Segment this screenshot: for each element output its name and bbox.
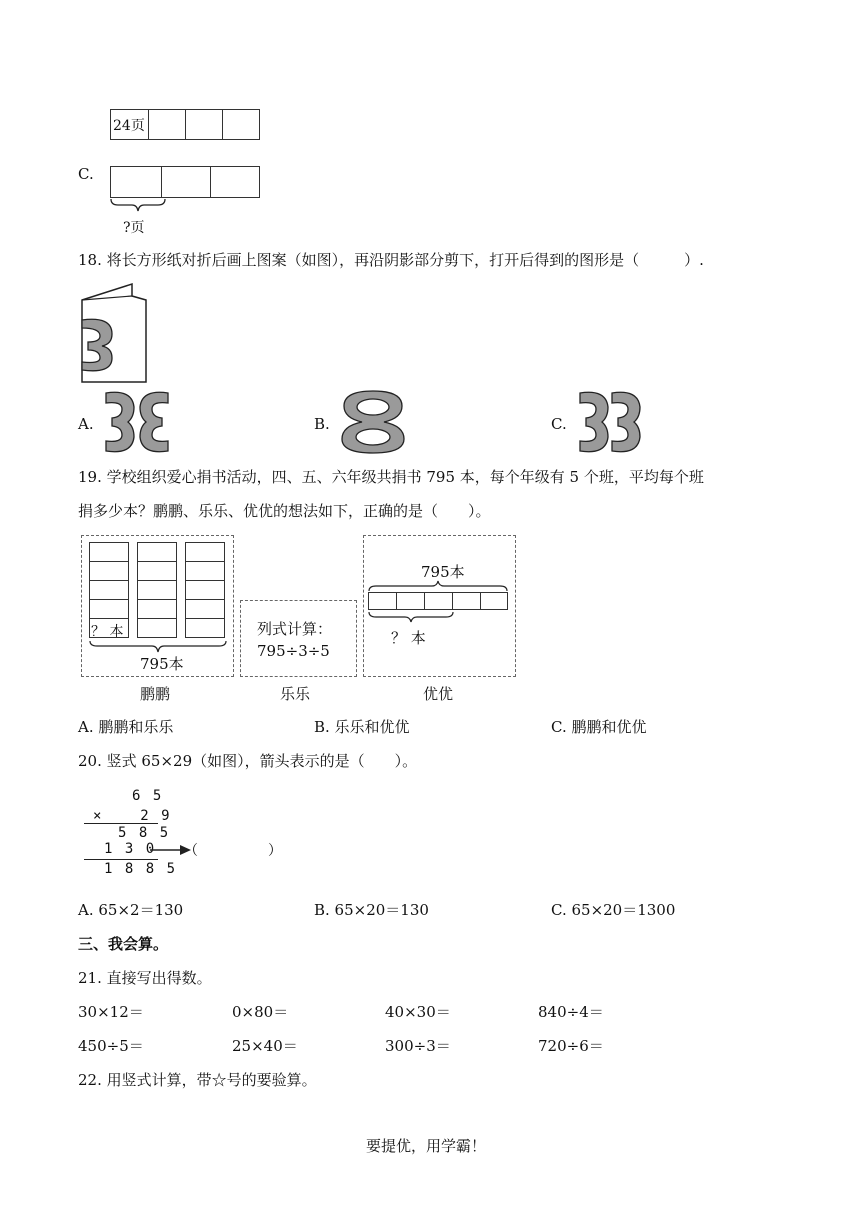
- pengpeng-name: 鹏鹏: [140, 685, 171, 703]
- vm-line1: [84, 823, 158, 824]
- pengpeng-question: ？ 本: [91, 624, 124, 640]
- q18-option-a[interactable]: A.: [78, 415, 94, 433]
- vm-row5: 1 8 8 5: [104, 861, 178, 877]
- calc-item: 30×12＝: [78, 1003, 144, 1021]
- youyou-top-brace: [368, 580, 508, 592]
- lele-name: 乐乐: [280, 685, 311, 703]
- calc-item: 25×40＝: [232, 1037, 298, 1055]
- youyou-question: ？ 本: [391, 629, 426, 647]
- vm-row2: × 2 9: [93, 808, 172, 824]
- pengpeng-brace: [89, 640, 227, 654]
- q22-stem: 22. 用竖式计算，带☆号的要验算。: [78, 1071, 317, 1089]
- folded-paper-figure: [80, 282, 148, 384]
- q20-option-c[interactable]: C. 65×20＝1300: [551, 901, 676, 919]
- calc-item: 300÷3＝: [385, 1037, 451, 1055]
- calc-item: 450÷5＝: [78, 1037, 144, 1055]
- lele-line1: 列式计算：: [257, 620, 333, 638]
- q19-option-a[interactable]: A. 鹏鹏和乐乐: [78, 718, 174, 736]
- q20-option-b[interactable]: B. 65×20＝130: [314, 901, 429, 919]
- pengpeng-total: 795本: [140, 655, 184, 673]
- q20-stem: 20. 竖式 65×29（如图），箭头表示的是（ ）。: [78, 752, 418, 770]
- q17-top-tape: [110, 109, 260, 140]
- q19-option-c[interactable]: C. 鹏鹏和优优: [551, 718, 647, 736]
- q21-stem: 21. 直接写出得数。: [78, 969, 212, 987]
- page-footer: 要提优，用学霸！: [366, 1137, 487, 1155]
- vertical-multiplication: [84, 788, 284, 880]
- q18-option-b[interactable]: B.: [314, 415, 330, 433]
- q17-option-c[interactable]: C.: [78, 165, 94, 183]
- calc-item: 0×80＝: [232, 1003, 289, 1021]
- vm-row3: 5 8 5: [118, 825, 171, 841]
- vm-line2: [84, 859, 158, 860]
- youyou-bottom-brace: [368, 611, 454, 623]
- q19-stem-line1: 19. 学校组织爱心捐书活动，四、五、六年级共捐书 795 本，每个年级有 5 个班，平均每个班: [78, 468, 704, 486]
- q18-shape-b: [340, 389, 406, 455]
- lele-line2: 795÷3÷5: [257, 642, 330, 660]
- vm-row1: 6 5: [132, 788, 164, 804]
- vm-row4: 1 3 0: [104, 841, 157, 857]
- q17-brace-label: ?页: [123, 220, 145, 236]
- q18-option-c[interactable]: C.: [551, 415, 567, 433]
- q17-brace: [110, 198, 166, 214]
- q17-tape-label: 24页: [113, 118, 145, 134]
- q19-option-b[interactable]: B. 乐乐和优优: [314, 718, 410, 736]
- q17-bottom-tape: [110, 166, 260, 198]
- section-3-title: 三、我会算。: [78, 935, 169, 953]
- youyou-total: 795本: [421, 563, 465, 581]
- q20-option-a[interactable]: A. 65×2＝130: [78, 901, 184, 919]
- q19-stem-line2: 捐多少本？鹏鹏、乐乐、优优的想法如下，正确的是（ ）。: [78, 502, 491, 520]
- q18-stem: 18. 将长方形纸对折后画上图案（如图），再沿阴影部分剪下，打开后得到的图形是（ ）.: [78, 251, 704, 269]
- youyou-name: 优优: [423, 685, 454, 703]
- vm-paren: （ ）: [184, 843, 282, 859]
- q18-shape-a: [104, 389, 170, 455]
- calc-item: 40×30＝: [385, 1003, 451, 1021]
- calc-item: 840÷4＝: [538, 1003, 604, 1021]
- calc-item: 720÷6＝: [538, 1037, 604, 1055]
- q18-shape-c: [578, 389, 644, 455]
